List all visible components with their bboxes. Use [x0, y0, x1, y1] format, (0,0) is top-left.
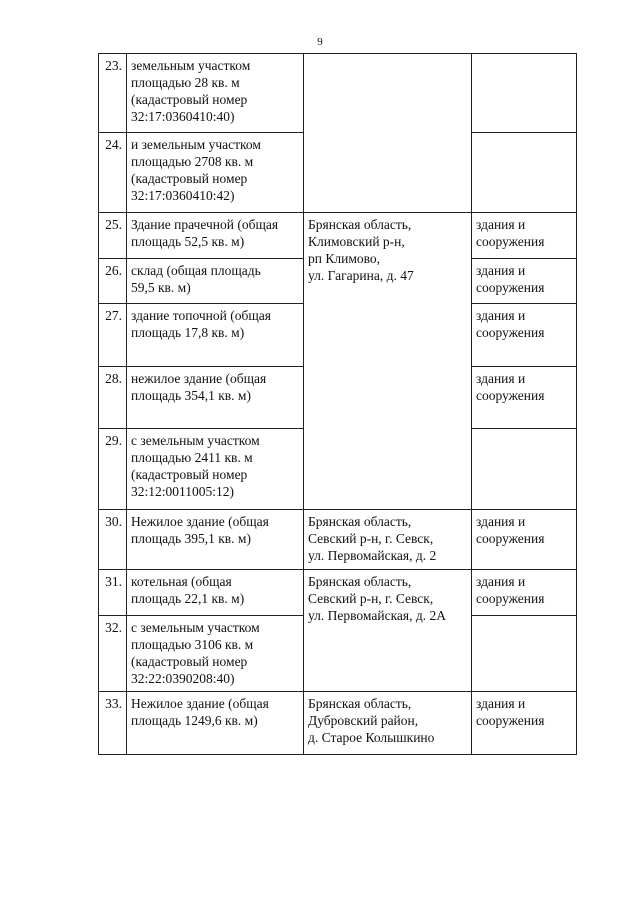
- object-description: Здание прачечной (общая площадь 52,5 кв. м): [127, 213, 304, 259]
- object-description: нежилое здание (общая площадь 354,1 кв. м): [127, 367, 304, 429]
- page-number: 9: [317, 36, 323, 48]
- table-row: [99, 510, 577, 570]
- row-number: 31.: [99, 570, 127, 616]
- object-type: здания и сооружения: [472, 510, 577, 570]
- row-number: 24.: [99, 133, 127, 213]
- object-type: [472, 54, 577, 133]
- object-type: здания и сооружения: [472, 570, 577, 616]
- object-type: здания и сооружения: [472, 213, 577, 259]
- row-number: 29.: [99, 429, 127, 510]
- object-description: с земельным участком площадью 3106 кв. м (кадастровый номер 32:22:0390208:40): [127, 616, 304, 692]
- object-description: здание топочной (общая площадь 17,8 кв. м): [127, 304, 304, 367]
- object-description: с земельным участком площадью 2411 кв. м (кадастровый номер 32:12:0011005:12): [127, 429, 304, 510]
- address-cell: Брянская область, Климовский р-н, рп Климово, ул. Гагарина, д. 47: [304, 213, 472, 510]
- object-description: и земельным участком площадью 2708 кв. м (кадастровый номер 32:17:0360410:42): [127, 133, 304, 213]
- row-number: 23.: [99, 54, 127, 133]
- address-cell: Брянская область, Севский р-н, г. Севск, ул. Первомайская, д. 2: [304, 510, 472, 570]
- object-description: земельным участком площадью 28 кв. м (кадастровый номер 32:17:0360410:40): [127, 54, 304, 133]
- row-number: 30.: [99, 510, 127, 570]
- table-row: [99, 570, 577, 616]
- object-description: Нежилое здание (общая площадь 395,1 кв. м): [127, 510, 304, 570]
- address-cell: Брянская область, Севский р-н, г. Севск, ул. Первомайская, д. 2А: [304, 570, 472, 692]
- row-number: 33.: [99, 692, 127, 755]
- table-row: [99, 213, 577, 259]
- row-number: 25.: [99, 213, 127, 259]
- row-number: 27.: [99, 304, 127, 367]
- address-cell-empty: [304, 54, 472, 213]
- object-type: [472, 616, 577, 692]
- row-number: 32.: [99, 616, 127, 692]
- table-row: [99, 692, 577, 755]
- address-cell: Брянская область, Дубровский район, д. Старое Колышкино: [304, 692, 472, 755]
- table-row: [99, 54, 577, 133]
- object-type: [472, 133, 577, 213]
- object-type: здания и сооружения: [472, 259, 577, 304]
- object-type: [472, 429, 577, 510]
- property-table: [98, 53, 577, 755]
- object-description: склад (общая площадь 59,5 кв. м): [127, 259, 304, 304]
- object-description: котельная (общая площадь 22,1 кв. м): [127, 570, 304, 616]
- object-type: здания и сооружения: [472, 367, 577, 429]
- object-type: здания и сооружения: [472, 304, 577, 367]
- row-number: 26.: [99, 259, 127, 304]
- object-description: Нежилое здание (общая площадь 1249,6 кв. м): [127, 692, 304, 755]
- object-type: здания и сооружения: [472, 692, 577, 755]
- row-number: 28.: [99, 367, 127, 429]
